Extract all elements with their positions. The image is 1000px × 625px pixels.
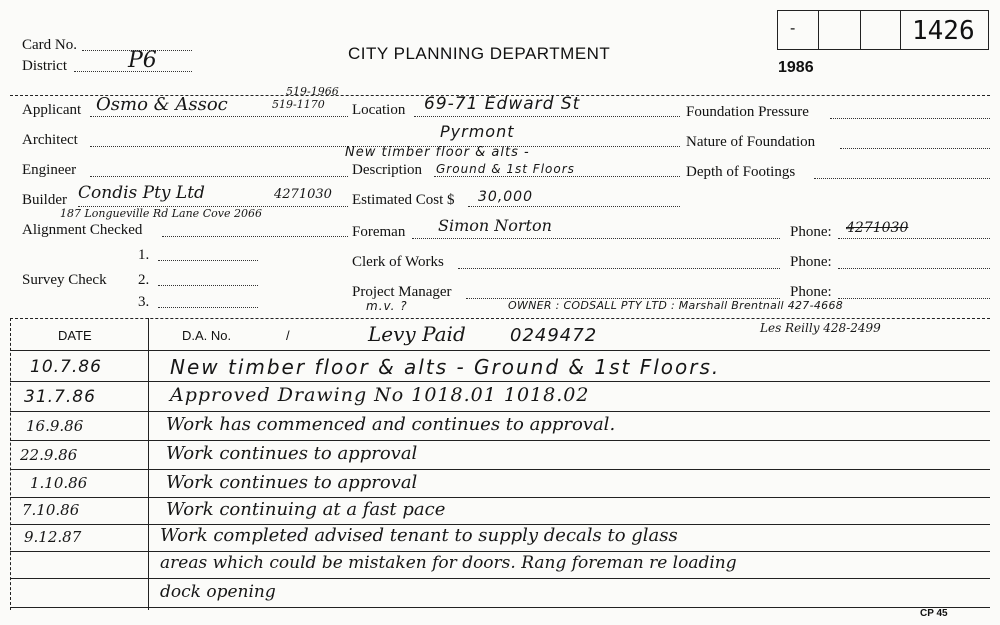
date-header: DATE	[58, 328, 92, 343]
builder-label: Builder	[22, 192, 67, 208]
log-header-rule	[10, 350, 990, 351]
alignment-line	[162, 236, 348, 237]
builder-phone: 4271030	[274, 187, 332, 202]
clerk-of-works-label: Clerk of Works	[352, 254, 444, 270]
alignment-label: Alignment Checked	[22, 222, 143, 238]
owner-note: OWNER : CODSALL PTY LTD : Marshall Brentnall 427-4668	[508, 299, 844, 312]
entry-date: 7.10.86	[22, 501, 80, 519]
survey-item-2: 2.	[138, 272, 150, 288]
card-number: 1426	[912, 16, 975, 46]
phone-line-1	[838, 238, 990, 239]
entry-text: New timber floor & alts - Ground & 1st Floors.	[170, 355, 721, 379]
builder-value: Condis Pty Ltd	[78, 183, 205, 203]
survey-line-2	[158, 285, 258, 286]
entry-text: Work has commenced and continues to approval.	[166, 414, 616, 435]
entry-date: 10.7.86	[30, 357, 102, 377]
log-top-rule	[10, 318, 990, 319]
card-box-cell	[818, 11, 861, 49]
estimated-cost-line	[468, 206, 680, 207]
log-row-rule	[10, 411, 990, 412]
entry-date: 9.12.87	[24, 528, 82, 546]
district-value: P6	[128, 48, 157, 73]
da-number-header: D.A. No.	[182, 328, 232, 343]
survey-line-3	[158, 307, 258, 308]
applicant-phone-2: 519-1170	[272, 98, 325, 111]
log-bottom-rule	[10, 607, 990, 608]
location-label: Location	[352, 102, 406, 118]
survey-line-1	[158, 260, 258, 261]
depth-of-footings-line	[814, 178, 990, 179]
log-row-rule	[10, 381, 990, 382]
architect-line	[90, 146, 348, 147]
foreman-line	[412, 238, 780, 239]
entry-text: Work continues to approval	[166, 472, 418, 493]
card-box-cell	[778, 11, 819, 49]
log-row-rule	[10, 469, 990, 470]
architect-label: Architect	[22, 132, 78, 148]
form-code: CP 45	[920, 608, 948, 619]
department-title: CITY PLANNING DEPARTMENT	[348, 44, 611, 63]
log-left-border	[10, 318, 11, 610]
date-column-divider	[148, 318, 149, 610]
description-line	[434, 176, 680, 177]
mv-note: m.v. ?	[366, 299, 408, 313]
card-number-box	[777, 10, 989, 50]
clerk-of-works-line	[458, 268, 780, 269]
entry-continuation: areas which could be mistaken for doors. Rang foreman re loading	[160, 553, 737, 573]
entry-continuation: dock opening	[160, 582, 276, 602]
levy-number: 0249472	[510, 325, 598, 346]
description-line-2: Ground & 1st Floors	[436, 162, 575, 176]
log-row-rule	[10, 440, 990, 441]
project-manager-label: Project Manager	[352, 284, 452, 300]
entry-text: Work completed advised tenant to supply decals to glass	[160, 525, 678, 546]
phone-value-1: 4271030	[846, 220, 909, 236]
survey-label: Survey Check	[22, 272, 107, 288]
phone-label-2: Phone:	[790, 254, 832, 270]
nature-of-foundation-line	[840, 148, 990, 149]
card-box-mark: -	[790, 20, 796, 37]
applicant-line	[90, 116, 348, 117]
nature-of-foundation-label: Nature of Foundation	[686, 134, 816, 150]
description-line-1: New timber floor & alts -	[345, 145, 530, 160]
estimated-cost-value: 30,000	[478, 189, 533, 205]
log-row-rule	[10, 578, 990, 579]
applicant-phone-1: 519-1966	[286, 85, 339, 98]
entry-date: 22.9.86	[20, 446, 78, 464]
location-suburb: Pyrmont	[440, 122, 515, 141]
survey-item-1: 1.	[138, 247, 150, 263]
applicant-value: Osmo & Assoc	[96, 94, 228, 115]
description-label: Description	[352, 162, 422, 178]
engineer-label: Engineer	[22, 162, 77, 178]
phone-label-1: Phone:	[790, 224, 832, 240]
log-row-rule	[10, 497, 990, 498]
foreman-value: Simon Norton	[438, 216, 552, 235]
applicant-label: Applicant	[22, 102, 82, 118]
survey-item-3: 3.	[138, 294, 150, 310]
card-box-cell	[860, 11, 901, 49]
log-row-rule	[10, 551, 990, 552]
entry-date: 16.9.86	[26, 417, 84, 435]
entry-text: Approved Drawing No 1018.01 1018.02	[170, 384, 590, 406]
depth-of-footings-label: Depth of Footings	[686, 164, 796, 180]
foreman-label: Foreman	[352, 224, 406, 240]
engineer-line	[90, 176, 348, 177]
year: 1986	[778, 59, 814, 76]
phone-line-2	[838, 268, 990, 269]
location-line	[414, 116, 680, 117]
entry-text: Work continuing at a fast pace	[166, 499, 446, 520]
da-slash: /	[286, 328, 290, 343]
phone-line-3	[838, 298, 990, 299]
estimated-cost-label: Estimated Cost $	[352, 192, 455, 208]
entry-text: Work continues to approval	[166, 443, 418, 464]
location-value: 69-71 Edward St	[424, 94, 581, 114]
foundation-pressure-line	[830, 118, 990, 119]
district-label: District	[22, 58, 67, 74]
contact-note: Les Reilly 428-2499	[760, 321, 881, 335]
levy-paid: Levy Paid	[368, 322, 466, 346]
entry-date: 1.10.86	[30, 474, 88, 492]
builder-address: 187 Longueville Rd Lane Cove 2066	[60, 207, 262, 220]
phone-label-3: Phone:	[790, 284, 832, 300]
card-no-label: Card No.	[22, 37, 77, 53]
entry-date: 31.7.86	[24, 387, 96, 407]
foundation-pressure-label: Foundation Pressure	[686, 104, 809, 120]
